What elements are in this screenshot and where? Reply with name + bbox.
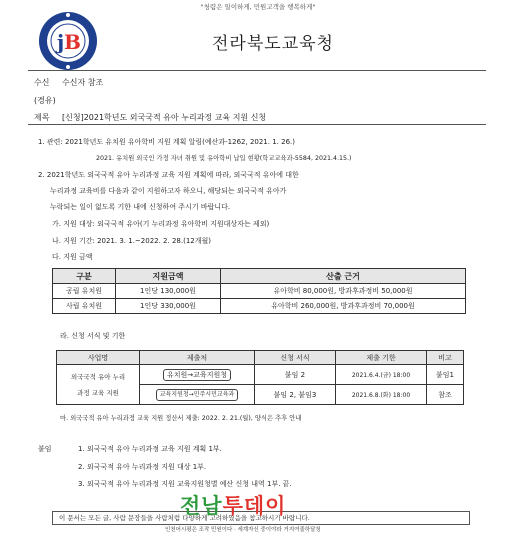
watermark-part2: 투데이 [222, 494, 287, 518]
svg-text:j: j [57, 30, 65, 54]
table-row [53, 284, 466, 299]
watermark-part1: 전남 [180, 494, 223, 518]
watermark-logo [180, 490, 286, 520]
subject-value: [신청]2021학년도 외국국적 유아 누리과정 교육 지원 신청 [62, 113, 267, 122]
attachment-item: 2. 외국국적 유아 누리과정 지원 대상 1부. [78, 463, 207, 471]
header-divider [28, 70, 486, 71]
table2-header: 제출처 [140, 351, 255, 365]
education-office-logo [37, 10, 99, 72]
subject-label: 제목 [34, 113, 50, 122]
submission-table [56, 350, 464, 405]
table-row [57, 365, 464, 385]
slogan: "청렴은 일이하게, 민원고객을 행복하게" [200, 3, 316, 11]
svg-text:B: B [64, 30, 81, 54]
project-name-cell [57, 365, 140, 405]
table-cell [140, 365, 255, 385]
project-name-line1: 외국국적 유아 누리 [70, 372, 126, 381]
table2-header: 비고 [427, 351, 464, 365]
destination-label: 교육지원청→민주시민교육과 [156, 389, 239, 401]
paragraph-2-line3: 누락되는 일이 없도록 기한 내에 신청하여 주시기 바랍니다. [50, 203, 231, 211]
table-cell: 1인당 130,000원 [116, 284, 221, 299]
via-line: (경유) [34, 96, 56, 105]
table1-header: 산출 근거 [221, 269, 466, 284]
table-cell: 붙임1 [427, 365, 464, 385]
item-ma: 마. 외국국적 유아 누리과정 교육 지원 정산서 제출: 2022. 2. 21.(월), 양식은 추후 안내 [60, 415, 302, 422]
attachment-item: 1. 외국국적 유아 누리과정 교육 지원 계획 1부. [78, 445, 222, 453]
table-cell: 붙임 2 [255, 365, 336, 385]
table-cell [140, 385, 255, 405]
organization-name: 전라북도교육청 [212, 34, 334, 54]
support-amount-table [52, 268, 466, 314]
subject-divider [28, 124, 486, 125]
item-ga: 가. 지원 대상: 외국국적 유아(기 누리과정 유아학비 지원대상자는 제외) [52, 220, 270, 228]
table-cell: 유아학비 80,000원, 방과후과정비 50,000원 [221, 284, 466, 299]
table-cell: 1인당 330,000원 [116, 299, 221, 314]
table2-header: 제출 기한 [336, 351, 427, 365]
paragraph-2-line1: 2. 2021학년도 외국국적 유아 누리과정 교육 지원 계획에 따라, 외국국적 유아에 대한 [38, 171, 299, 179]
destination-label: 유치원→교육지원청 [163, 369, 231, 381]
table-cell: 유아학비 260,000원, 방과후과정비 70,000원 [221, 299, 466, 314]
table-row [53, 299, 466, 314]
item-da: 다. 지원 금액 [52, 253, 93, 261]
attachments-label: 붙임 [38, 445, 52, 453]
table2-header: 신청 서식 [255, 351, 336, 365]
table-cell: 2021.6.4.(금) 18:00 [336, 365, 427, 385]
paragraph-1: 1. 관련: 2021학년도 유치원 유아학비 지원 계획 알림(예산과-1262, 2021. 1. 26.) [38, 138, 295, 146]
item-ra: 라. 신청 서식 및 기한 [60, 332, 126, 340]
table1-header: 지원금액 [116, 269, 221, 284]
watermark-subtitle: 인천어시평은 조작 민원이다 · 세계자신 중이야라 거지여줄하달청 [165, 527, 321, 533]
paragraph-2-line2: 누리과정 교육비를 다음과 같이 지원하고자 하오니, 해당되는 외국국적 유아가 [50, 187, 287, 195]
item-na: 나. 지원 기간: 2021. 3. 1.~2022. 2. 28.(12개월) [52, 237, 211, 245]
table-cell: 붙임 2, 붙임3 [255, 385, 336, 405]
recipient-label: 수신 [34, 78, 50, 87]
table2-header: 사업명 [57, 351, 140, 365]
table1-header: 구분 [53, 269, 116, 284]
table-cell: 참조 [427, 385, 464, 405]
table-cell: 사립 유치원 [53, 299, 116, 314]
table-cell: 공립 유치원 [53, 284, 116, 299]
footer-notice: 이 문서는 모든 글, 사람 문장들을 사람처럼 다양하게 고려하였음을 참고하시기 바랍니다. [52, 511, 470, 525]
recipient-value: 수신자 참조 [62, 78, 104, 87]
project-name-line2: 과정 교육 지원 [77, 388, 119, 397]
table-cell: 2021.6.8.(화) 18:00 [336, 385, 427, 405]
paragraph-1-related: 2021. 유치원 외국인 가정 자녀 취원 및 유아학비 납입 현황(학교교육과-5584, 2021.4.15.) [96, 155, 352, 162]
attachment-item: 3. 외국국적 유아 누리과정 지원 교육지원청별 예산 신청 내역 1부. 끝. [78, 480, 292, 488]
